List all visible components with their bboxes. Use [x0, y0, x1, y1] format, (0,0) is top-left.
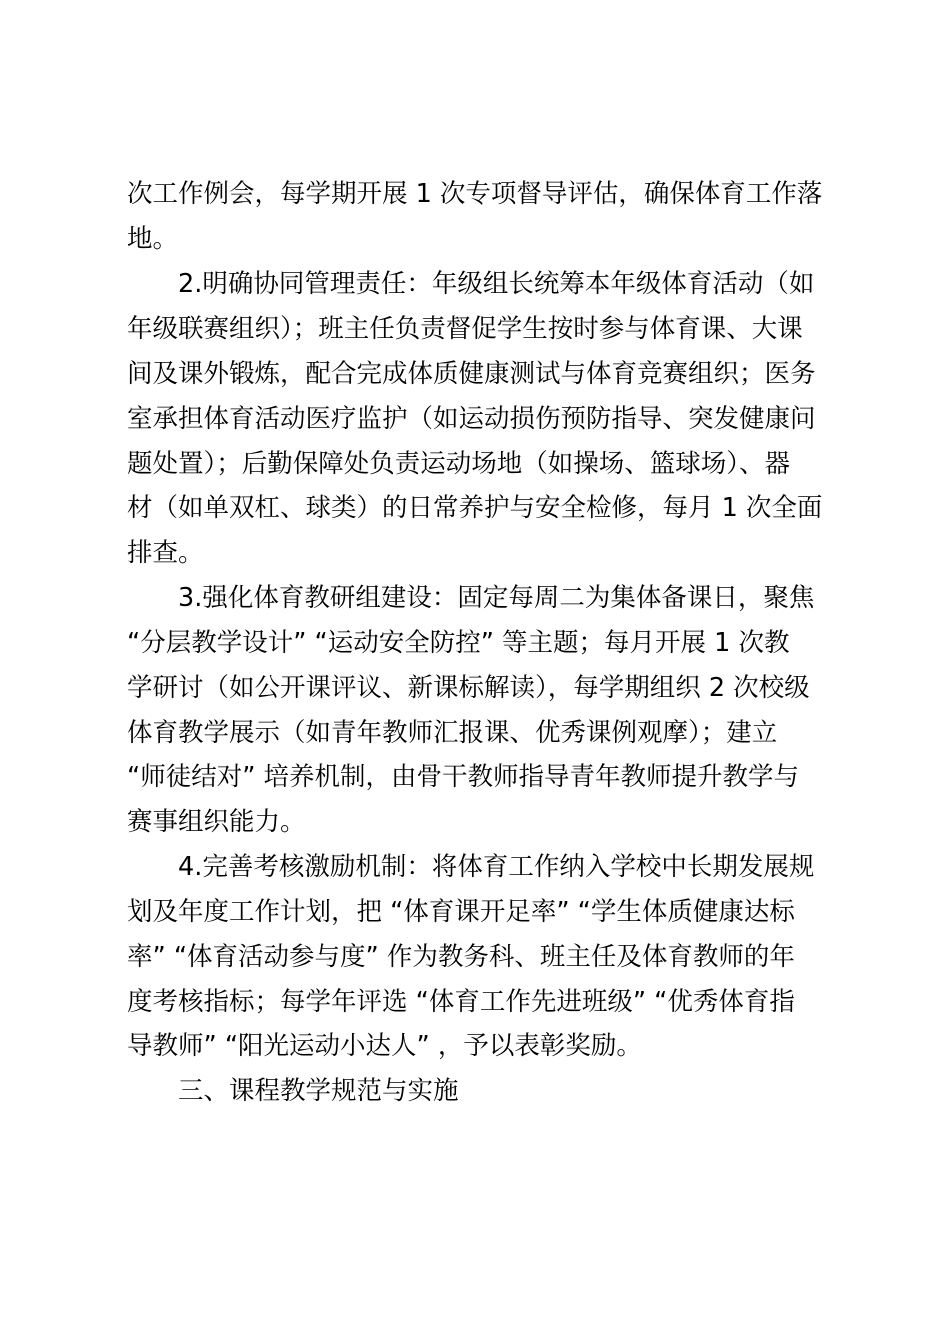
paragraph-start-line: 2.明确协同管理责任：年级组长统筹本年级体育活动（如: [178, 269, 815, 299]
text-line: 率” “体育活动参与度” 作为教务科、班主任及体育教师的年: [127, 942, 795, 972]
text-line: 导教师” “阳光运动小达人” ，予以表彰奖励。: [127, 1031, 642, 1061]
text-line: 间及课外锻炼，配合完成体质健康测试与体育竞赛组织；医务: [127, 359, 816, 389]
text-line: 度考核指标；每学年评选 “体育工作先进班级” “优秀体育指: [127, 987, 795, 1017]
text-line: 划及年度工作计划，把 “体育课开足率” “学生体质健康达标: [127, 897, 795, 927]
text-line: “分层教学设计” “运动安全防控” 等主题；每月开展 1 次教: [127, 628, 790, 658]
text-line: 室承担体育活动医疗监护（如运动损伤预防指导、突发健康问: [127, 404, 816, 434]
text-line: 学研讨（如公开课评议、新课标解读），每学期组织 2 次校级: [127, 673, 810, 703]
text-line: 体育教学展示（如青年教师汇报课、优秀课例观摩）；建立: [127, 718, 778, 748]
text-line: 年级联赛组织）；班主任负责督促学生按时参与体育课、大课: [127, 314, 803, 344]
text-line: 排查。: [127, 538, 204, 568]
paragraph-start-line: 3.强化体育教研组建设：固定每周二为集体备课日，聚焦: [178, 583, 815, 613]
text-line: “师徒结对” 培养机制，由骨干教师指导青年教师提升教学与: [127, 762, 800, 792]
text-line: 赛事组织能力。: [127, 807, 306, 837]
paragraph-start-line: 4.完善考核激励机制：将体育工作纳入学校中长期发展规: [178, 852, 815, 882]
text-line: 材（如单双杠、球类）的日常养护与安全检修，每月 1 次全面: [127, 493, 823, 523]
text-line: 地。: [127, 224, 179, 254]
text-line: 题处置）；后勤保障处负责运动场地（如操场、篮球场）、器: [127, 449, 791, 479]
section-heading: 三、课程教学规范与实施: [178, 1076, 459, 1106]
text-line: 次工作例会，每学期开展 1 次专项督导评估，确保体育工作落: [127, 179, 823, 209]
